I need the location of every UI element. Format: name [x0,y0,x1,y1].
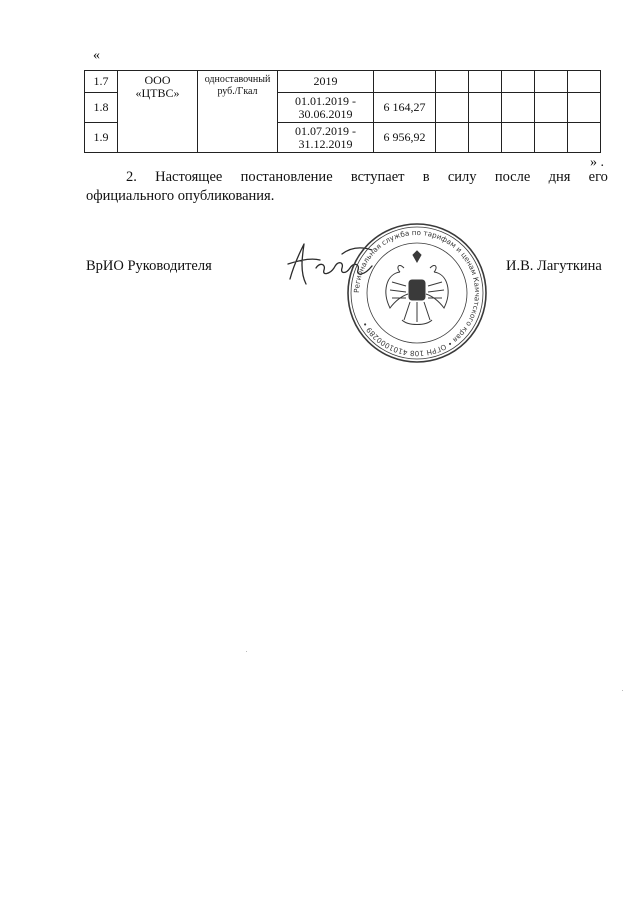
period-cell: 2019 [278,71,374,93]
empty-cell [568,123,601,153]
paragraph-first-line [86,168,608,187]
tariff-type: одноставочный [204,74,271,85]
row-number: 1.7 [85,71,118,93]
empty-cell [535,71,568,93]
empty-cell [469,71,502,93]
row-number: 1.8 [85,93,118,123]
org-name-line1: ООО [144,73,171,87]
scan-speck [622,690,623,691]
empty-cell [502,123,535,153]
empty-cell [436,71,469,93]
empty-cell [436,93,469,123]
empty-cell [568,93,601,123]
row-number: 1.9 [85,123,118,153]
paragraph-word: силу [447,169,477,185]
scan-speck [246,651,247,652]
paragraph-word: его [588,169,608,185]
official-seal [346,222,488,364]
paragraph-word: вступает [350,169,405,185]
value-cell: 6 164,27 [374,93,436,123]
closing-quote: » . [590,155,604,170]
paragraph-word: после [494,169,531,185]
value-cell: 6 956,92 [374,123,436,153]
paragraph-word: постановление [240,169,333,185]
empty-cell [535,123,568,153]
unit-of-measure: руб./Гкал [217,86,258,97]
empty-cell [436,123,469,153]
empty-cell [502,93,535,123]
paragraph-word: дня [548,169,571,185]
signatory-title: ВрИО Руководителя [86,258,212,274]
seal-ring-text: Региональная служба по тарифам и ценам Камчатского края • ОГРН 108 4101000289 • [351,227,483,359]
unit-cell [198,71,278,153]
empty-cell [469,123,502,153]
eagle-emblem-icon [386,251,448,325]
opening-quote: « [93,48,100,63]
paragraph-word: в [422,169,430,185]
signatory-name: И.В. Лагуткина [506,258,602,274]
org-name-line2: «ЦТВС» [135,86,180,100]
paragraph-word: Настоящее [155,169,223,185]
period-cell: 01.01.2019 - 30.06.2019 [278,93,374,123]
empty-cell [535,93,568,123]
paragraph-2 [86,168,608,206]
empty-cell [469,93,502,123]
organization-cell [118,71,198,153]
tariff-table [84,70,601,153]
table-row [85,71,601,93]
empty-cell [568,71,601,93]
paragraph-number: 2. [126,169,137,185]
value-cell [374,71,436,93]
paragraph-second-line: официального опубликования. [86,188,275,204]
period-cell: 01.07.2019 - 31.12.2019 [278,123,374,153]
empty-cell [502,71,535,93]
